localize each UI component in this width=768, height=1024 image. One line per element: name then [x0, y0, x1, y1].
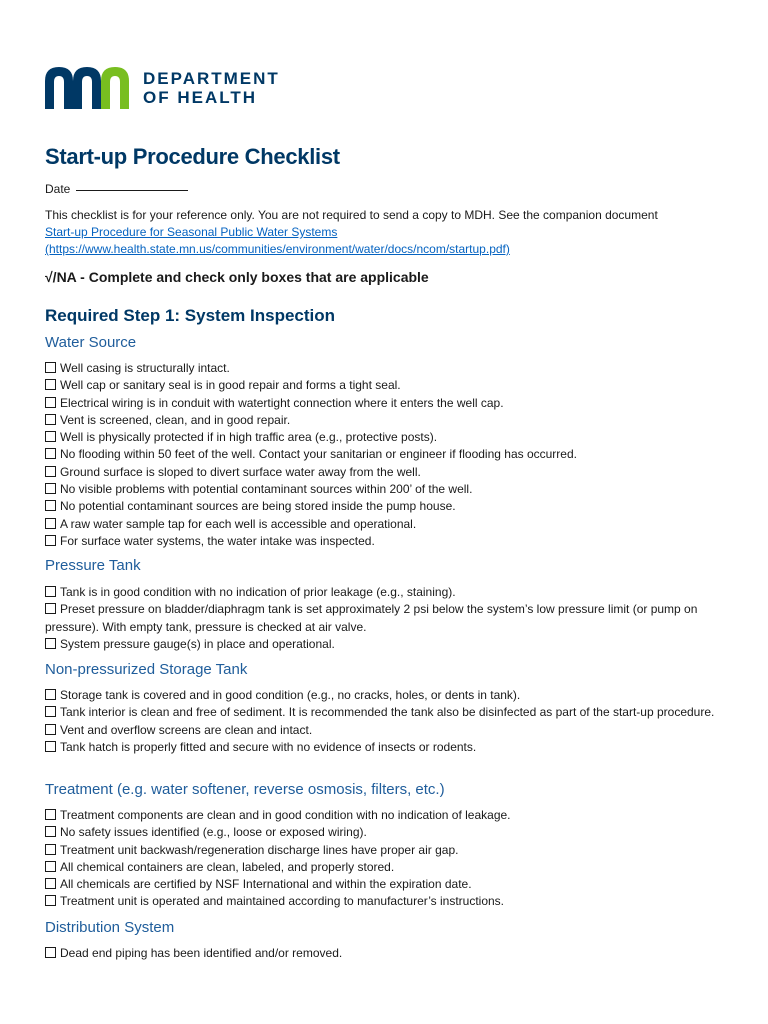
checklist-item-text: Tank interior is clean and free of sediment. It is recommended the tank also be disinfected as part of the start-up procedure.: [60, 705, 715, 720]
checklist-item: [45, 533, 735, 550]
intro-paragraph: [45, 207, 735, 258]
checklist-item-text: Preset pressure on bladder/diaphragm tank is set approximately 2 psi below the system’s low pressure limit (or pump on pressure). With empty tank, pressure is checked at air valve.: [45, 602, 698, 634]
checklist-item: [45, 824, 735, 841]
checklist-item: [45, 464, 735, 481]
logo-line-department: DEPARTMENT: [143, 69, 280, 88]
checklist-item: [45, 842, 735, 859]
checkbox[interactable]: [45, 431, 56, 442]
checkbox[interactable]: [45, 947, 56, 958]
checkbox[interactable]: [45, 706, 56, 717]
checklist-item: [45, 945, 735, 962]
checkbox[interactable]: [45, 535, 56, 546]
checklist-item: [45, 601, 735, 636]
checklist-item-text: Dead end piping has been identified and/or removed.: [60, 946, 343, 960]
checklist-water-source: [45, 360, 735, 550]
checklist-item: [45, 893, 735, 910]
checkbox[interactable]: [45, 586, 56, 597]
checklist-item: [45, 377, 735, 394]
checklist-item-text: Treatment unit backwash/regeneration discharge lines have proper air gap.: [60, 842, 459, 857]
checkbox[interactable]: [45, 724, 56, 735]
step-1-heading: Required Step 1: System Inspection: [45, 306, 336, 325]
checklist-item-text: No safety issues identified (e.g., loose or exposed wiring).: [60, 825, 367, 840]
checklist-item: [45, 498, 735, 515]
checkbox[interactable]: [45, 861, 56, 872]
mn-logo-icon: [45, 67, 129, 109]
checkbox[interactable]: [45, 826, 56, 837]
checkbox[interactable]: [45, 689, 56, 700]
section-heading-water-source: Water Source: [45, 334, 137, 351]
checklist-item: [45, 859, 735, 876]
checklist-item-text: A raw water sample tap for each well is accessible and operational.: [60, 516, 417, 531]
checkbox[interactable]: [45, 844, 56, 855]
checklist-item-text: Treatment unit is operated and maintained according to manufacturer’s instructions.: [60, 894, 505, 909]
checklist-item-text: Tank is in good condition with no indication of prior leakage (e.g., staining).: [60, 585, 456, 599]
checkbox[interactable]: [45, 466, 56, 477]
checklist-item: [45, 584, 735, 601]
checkbox[interactable]: [45, 414, 56, 425]
section-heading-distribution: Distribution System: [45, 919, 175, 936]
checklist-item: [45, 876, 735, 893]
checklist-item-text: No visible problems with potential contaminant sources within 200’ of the well.: [60, 482, 473, 497]
section-heading-pressure-tank: Pressure Tank: [45, 557, 141, 574]
checkbox[interactable]: [45, 500, 56, 511]
section-heading-storage-tank: Non-pressurized Storage Tank: [45, 661, 248, 678]
checklist-treatment: [45, 807, 735, 911]
checklist-item: [45, 687, 735, 704]
checklist-item: [45, 360, 735, 377]
checkbox[interactable]: [45, 379, 56, 390]
checklist-item: [45, 446, 735, 463]
instruction-text: √/NA - Complete and check only boxes that are applicable: [45, 269, 429, 285]
checklist-item-text: No potential contaminant sources are being stored inside the pump house.: [60, 499, 456, 514]
date-label: Date: [45, 182, 71, 196]
checklist-item-text: All chemicals are certified by NSF International and within the expiration date.: [60, 877, 472, 892]
date-field: [45, 182, 188, 196]
checklist-item-text: No flooding within 50 feet of the well. Contact your sanitarian or engineer if flooding has occurred.: [60, 447, 577, 462]
checklist-item-text: Ground surface is sloped to divert surface water away from the well.: [60, 464, 421, 479]
intro-text: This checklist is for your reference only. You are not required to send a copy to MDH. See the companion document: [45, 208, 658, 222]
checklist-item-text: All chemical containers are clean, labeled, and properly stored.: [60, 859, 395, 874]
checklist-item-text: Well cap or sanitary seal is in good repair and forms a tight seal.: [60, 378, 401, 393]
date-blank-line[interactable]: [76, 190, 188, 191]
checklist-item: [45, 481, 735, 498]
checklist-item: [45, 395, 735, 412]
checklist-item: [45, 412, 735, 429]
checkbox[interactable]: [45, 518, 56, 529]
checklist-item-text: Well is physically protected if in high traffic area (e.g., protective posts).: [60, 430, 438, 445]
checklist-item: [45, 807, 735, 824]
checklist-item: [45, 429, 735, 446]
checklist-item: [45, 704, 735, 721]
checkbox[interactable]: [45, 362, 56, 373]
checklist-item-text: Electrical wiring is in conduit with watertight connection where it enters the well cap.: [60, 395, 504, 410]
page-title: Start-up Procedure Checklist: [45, 144, 340, 169]
checkbox[interactable]: [45, 878, 56, 889]
checklist-item-text: Treatment components are clean and in good condition with no indication of leakage.: [60, 808, 511, 822]
checklist-item: [45, 722, 735, 739]
checkbox[interactable]: [45, 638, 56, 649]
checkbox[interactable]: [45, 809, 56, 820]
checklist-storage-tank: [45, 687, 735, 756]
logo-line-health: OF HEALTH: [143, 88, 258, 107]
checkbox[interactable]: [45, 397, 56, 408]
logo-wordmark: [143, 69, 280, 107]
checkbox[interactable]: [45, 741, 56, 752]
checklist-pressure-tank: [45, 584, 735, 653]
checklist-item: [45, 739, 735, 756]
checklist-item: [45, 516, 735, 533]
checkbox[interactable]: [45, 895, 56, 906]
checklist-item-text: Vent and overflow screens are clean and intact.: [60, 722, 313, 737]
companion-document-link[interactable]: Start-up Procedure for Seasonal Public Water Systems: [45, 225, 338, 239]
checklist-item-text: Well casing is structurally intact.: [60, 361, 230, 375]
section-heading-treatment: Treatment (e.g. water softener, reverse osmosis, filters, etc.): [45, 781, 445, 798]
mdh-logo: [45, 66, 280, 110]
checklist-distribution: [45, 945, 735, 962]
checklist-item: [45, 636, 735, 653]
checkbox[interactable]: [45, 603, 56, 614]
checklist-item-text: Tank hatch is properly fitted and secure with no evidence of insects or rodents.: [60, 739, 477, 754]
checkbox[interactable]: [45, 448, 56, 459]
companion-document-url-link[interactable]: (https://www.health.state.mn.us/communities/environment/water/docs/ncom/startup.pdf): [45, 242, 510, 256]
checklist-item-text: For surface water systems, the water intake was inspected.: [60, 533, 375, 548]
checklist-item-text: Storage tank is covered and in good condition (e.g., no cracks, holes, or dents in tank).: [60, 688, 521, 702]
checklist-item-text: System pressure gauge(s) in place and operational.: [60, 636, 335, 651]
checklist-item-text: Vent is screened, clean, and in good repair.: [60, 412, 291, 427]
checkbox[interactable]: [45, 483, 56, 494]
